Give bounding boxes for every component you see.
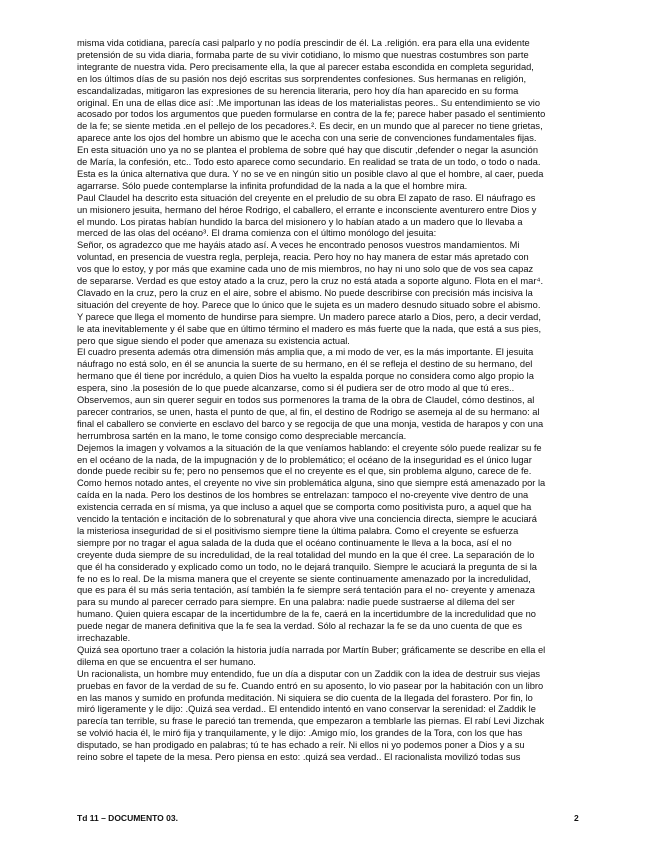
text-line: merced de las olas del océano³. El drama comienza con el último monólogo del jesuita: [77,228,437,239]
text-line: dilema en que se encuentra el ser humano. [77,656,256,667]
text-line: existencia cerrada en sí misma, ya que incluso a aquel que se comporta como positivista puro, a aquel que ha [77,502,532,513]
text-line: que él ha considerado y explicado como un todo, no le dejará tranquilo. Siempre le acuciará la pregunta de si la [77,561,537,572]
text-line: espera, sino .la posesión de lo que puede alcanzarse, como si él pudiera ser de otro modo al que tú eres.. [77,383,515,394]
text-line: se volvió hacia él, le miró fija y tranquilamente, y le dijo: .Amigo mío, los grandes de la Tora, con los que has [77,728,523,739]
text-line: creyente duda siempre de su incredulidad, de la real totalidad del mundo en la que él cree. La separación de lo [77,549,535,560]
text-line: aparece ante los ojos del hombre un abismo que le acecha con una serie de convenciones fundamentales fijas. [77,133,537,144]
text-line: parecer contrarios, se unen, hasta el punto de que, al fin, el destino de Rodrigo se asemeja al de su hermano: al [77,406,540,417]
text-line: Quizá sea oportuno traer a colación la historia judía narrada por Martín Buber; gráficamente se describe en ella el [77,644,546,655]
text-line: agarrarse. Sólo puede contemplarse la infinita profundidad de la nada a la que el hombre mira. [77,180,468,191]
text-line: herrumbrosa sartén en la mano, le tome consigo como despreciable mercancía. [77,430,407,441]
text-line: pretensión de su vida diaria, formaba parte de su vivir cotidiano, lo mismo que nuestras costumbres son parte [77,49,529,60]
text-line: Esta es la única alternativa que dura. Y no se ve en ningún sitio un posible clavo al que el hombre, al caer, pueda [77,168,544,179]
text-line: Dejemos la imagen y volvamos a la situación de la que veníamos hablando: el creyente sólo puede realizar su fe [77,442,542,453]
text-line: humano. Quien quiera escapar de la incertidumbre de la fe, caerá en la incertidumbre de la incredulidad que no [77,609,536,620]
text-line: en el océano de la nada, de la impugnación y de lo problemático; el océano de la inseguridad es el único lugar [77,454,532,465]
text-line: fe no es lo real. De la misma manera que el creyente se siente continuamente amenazado por la incredulidad, [77,573,531,584]
text-line: el mundo. Los piratas habían hundido la barca del misionero y lo habían atado a un madero que lo llevaba a [77,216,523,227]
text-line: Señor, os agradezco que me hayáis atado así. A veces he encontrado penosos vuestros mandamientos. Mi [77,240,520,251]
footer-document-id: Td 11 – DOCUMENTO 03. [77,813,178,823]
text-line: El cuadro presenta además otra dimensión más amplia que, a mi modo de ver, es la más importante. El jesuita [77,347,534,358]
text-line: final el caballero se convierte en esclavo del barco y se regocija de que una monja, vestida de harapos y con una [77,418,544,429]
text-line: para su mundo al parecer cerrado para siempre. En una palabra: nadie puede sustraerse al dilema del ser [77,597,515,608]
text-line: vencido la tentación e incitación de lo sobrenatural y que ahora vive una conciencia directa, siempre le acuciará [77,514,537,524]
text-line: escandalizadas, mitigaron las expresiones de su herencia literaria, pero hoy día han aparecido en su forma [77,85,519,96]
text-line: Paul Claudel ha descrito esta situación del creyente en el preludio de su obra El zapato de raso. El náufrago es [77,192,536,203]
text-line: que es para él su más seria tentación, así también la fe siempre será tentación para el no- creyente y amenaza [77,585,535,596]
text-line: miró ligeramente y le dijo: .Quizá sea verdad.. El entendido intentó en vano conservar la serenidad: el Zaddik le [77,704,536,715]
text-line: un misionero jesuita, hermano del héroe Rodrigo, el caballero, el errante e inconsciente aventurero entre Dios y [77,204,537,215]
text-line: misma vida cotidiana, parecía casi palparlo y no podía prescindir de él. La .religión. era para ella una evidente [77,38,530,48]
text-line: donde puede recibir su fe; pero no pensemos que el no creyente es el que, sin problema alguno, carece de fe. [77,466,532,477]
text-line: irrechazable. [77,633,131,643]
text-line: la misteriosa inseguridad de si el positivismo siempre tiene la última palabra. Como el creyente se esfuerza [77,525,519,536]
text-line: de separarse. Verdad es que estoy atado a la cruz, pero la cruz no está atada a soporte alguno. Flota en el mar⁴. [77,276,544,286]
text-line: en los últimos días de su pasión nos dejó escritas sus sorprendentes confesiones. Sus hermanas en religión, [77,73,527,84]
text-line: pero que sigue siendo el poder que amenaza su existencia actual. [77,335,350,346]
text-line: parecía tan terrible, su frase le pareció tan tremenda, que empezaron a temblarle las piernas. El rabí Levi Jizchak [77,716,545,727]
text-line: acosado por todos los argumentos que pueden formularse en contra de la fe; parece haber pasado el sentimiento [77,109,546,120]
text-line: Observemos, aun sin querer seguir en todos sus pormenores la trama de la obra de Claudel, cómo destinos, al [77,395,535,405]
text-line: Como hemos notado antes, el creyente no vive sin problemática alguna, sino que siempre está amenazado por la [77,478,546,489]
text-line: hermano que él tiene por incrédulo, a quien Dios ha vuelto la espalda porque no considera como algo propio la [77,371,534,382]
text-line: Y parece que llega el momento de hundirse para siempre. Un madero parece atarlo a Dios, pero, a decir verdad, [77,311,541,322]
text-line: le ata inevitablemente y él sabe que en último término el madero es más fuerte que la nada, que está a sus pies, [77,323,542,334]
text-line: en las manos y sumido en profunda meditación. Ni siquiera se dio cuenta de la llegada del forastero. Por fin, lo [77,692,533,703]
text-line: En esta situación uno ya no se plantea el problema de sobre qué hay que discutir ,defender o negar la asunción [77,145,539,156]
text-line: situación del creyente de hoy. Parece que lo único que le sujeta es un madero desnudo situado sobre el abismo. [77,299,541,310]
page-number: 2 [574,813,579,823]
text-line: náufrago no está solo, en él se anuncia la suerte de su hermano, en él se refleja el destino de su hermano, del [77,359,533,370]
text-line: original. En una de ellas dice así: .Me importunan las ideas de los materialistas peores.. Su entendimiento se vio [77,97,541,108]
text-line: de la fe; se siente metida .en el pellejo de los pecadores.². Es decir, en un mundo que al parecer no tiene grietas, [77,121,543,132]
text-line: integrante de nuestra vida. Pero precisamente ella, la que al parecer estaba escondida en completa seguridad, [77,61,534,72]
text-line: reino sobre el tapete de la mesa. Pero piensa en esto: .quizá sea verdad.. El racionalista movilizó todas sus [77,752,521,762]
text-line: voluntad, en presencia de vuestra regla, perpleja, reacia. Pero hoy no hay manera de estar más apretado con [77,252,529,263]
text-line: puede negar de manera definitiva que la fe sea la verdad. Sólo al rechazar la fe se da uno cuenta de que es [77,621,523,632]
text-line: vos que lo estoy, y por más que examine cada uno de mis miembros, no hay ni uno solo que de vos sea capaz [77,264,534,275]
text-line: pruebas en favor de la verdad de su fe. Cuando entró en su aposento, lo vio pasear por la habitación con un libro [77,680,544,691]
text-line: caída en la nada. Pero los destinos de los hombres se entrelazan: tampoco el no-creyente vive dentro de una [77,490,529,501]
text-line: de María, la confesión, etc.. Todo esto aparece como secundario. En realidad se trata de un todo, o todo o nada. [77,157,541,167]
text-line: siempre por no tragar el agua salada de la duda que el océano continuamente le lleva a la boca, así el no [77,537,512,548]
text-line: disputado, se han prodigado en palabras; tú te has echado a reír. Ni ellos ni yo podemos poner a Dios y a su [77,740,525,751]
text-line: Un racionalista, un hombre muy entendido, fue un día a disputar con un Zaddik con la idea de destruir sus viejas [77,668,541,679]
text-line: Clavado en la cruz, pero la cruz en el aire, sobre el abismo. No puede describirse con precisión más incisiva la [77,287,533,298]
